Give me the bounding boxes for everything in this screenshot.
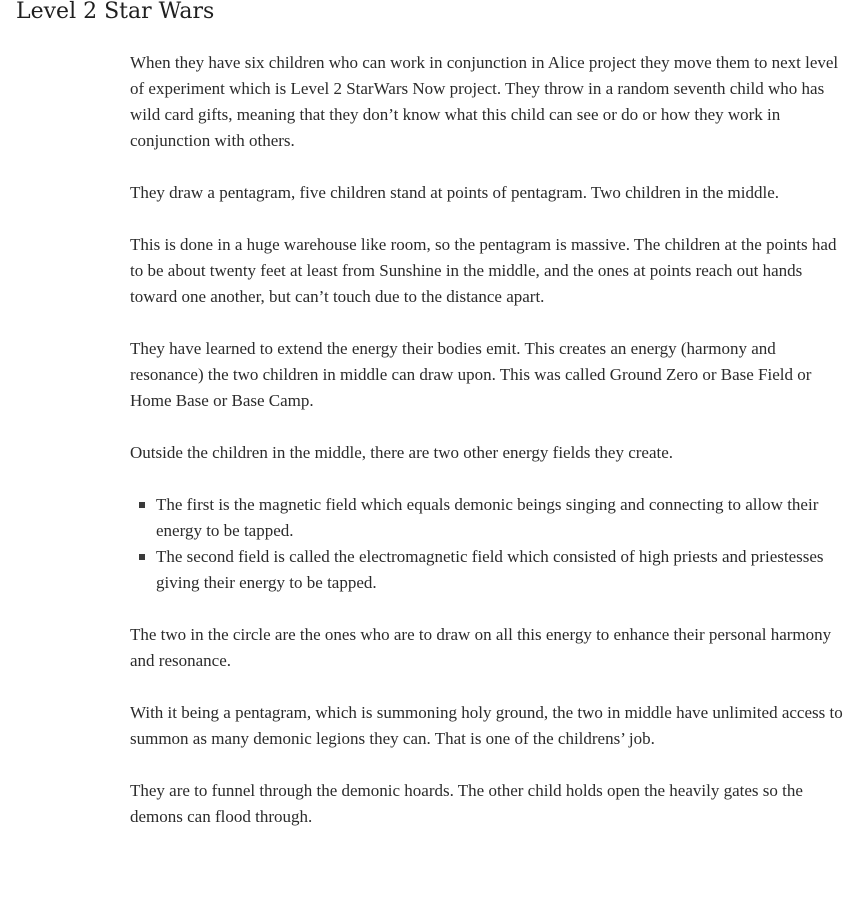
paragraph: This is done in a huge warehouse like room, so the pentagram is massive. The children at the points had to be about twenty feet at least from Sunshine in the middle, and the ones at points reach out hands toward one another, but can’t touch due to the distance apart.	[130, 235, 837, 306]
paragraph: They are to funnel through the demonic hoards. The other child holds open the heavily gates so the demons can flood through.	[130, 781, 803, 826]
list-item	[156, 492, 845, 544]
article-body	[130, 50, 845, 856]
square-bullet-icon	[139, 554, 145, 560]
bullet-list	[130, 492, 845, 596]
paragraph: When they have six children who can work in conjunction in Alice project they move them to next level of experiment which is Level 2 StarWars Now project. They throw in a random seventh child who has wild card gifts, meaning that they don’t know what this child can see or do or how they work in conjunction with others.	[130, 53, 839, 150]
paragraph: They have learned to extend the energy their bodies emit. This creates an energy (harmony and resonance) the two children in middle can draw upon. This was called Ground Zero or Base Field or Home Base or Base Camp.	[130, 339, 812, 410]
paragraph: The two in the circle are the ones who are to draw on all this energy to enhance their personal harmony and resonance.	[130, 625, 832, 670]
paragraph: Outside the children in the middle, there are two other energy fields they create.	[130, 443, 674, 462]
paragraph: With it being a pentagram, which is summoning holy ground, the two in middle have unlimited access to summon as many demonic legions they can. That is one of the childrens’ job.	[130, 703, 843, 748]
list-item-text: The first is the magnetic field which equals demonic beings singing and connecting to allow their energy to be tapped.	[156, 495, 819, 540]
paragraph: They draw a pentagram, five children stand at points of pentagram. Two children in the middle.	[130, 183, 780, 202]
list-item	[156, 544, 845, 596]
square-bullet-icon	[139, 502, 145, 508]
list-item-text: The second field is called the electromagnetic field which consisted of high priests and priestesses giving their energy to be tapped.	[156, 547, 824, 592]
page-title: Level 2 Star Wars	[16, 0, 215, 24]
